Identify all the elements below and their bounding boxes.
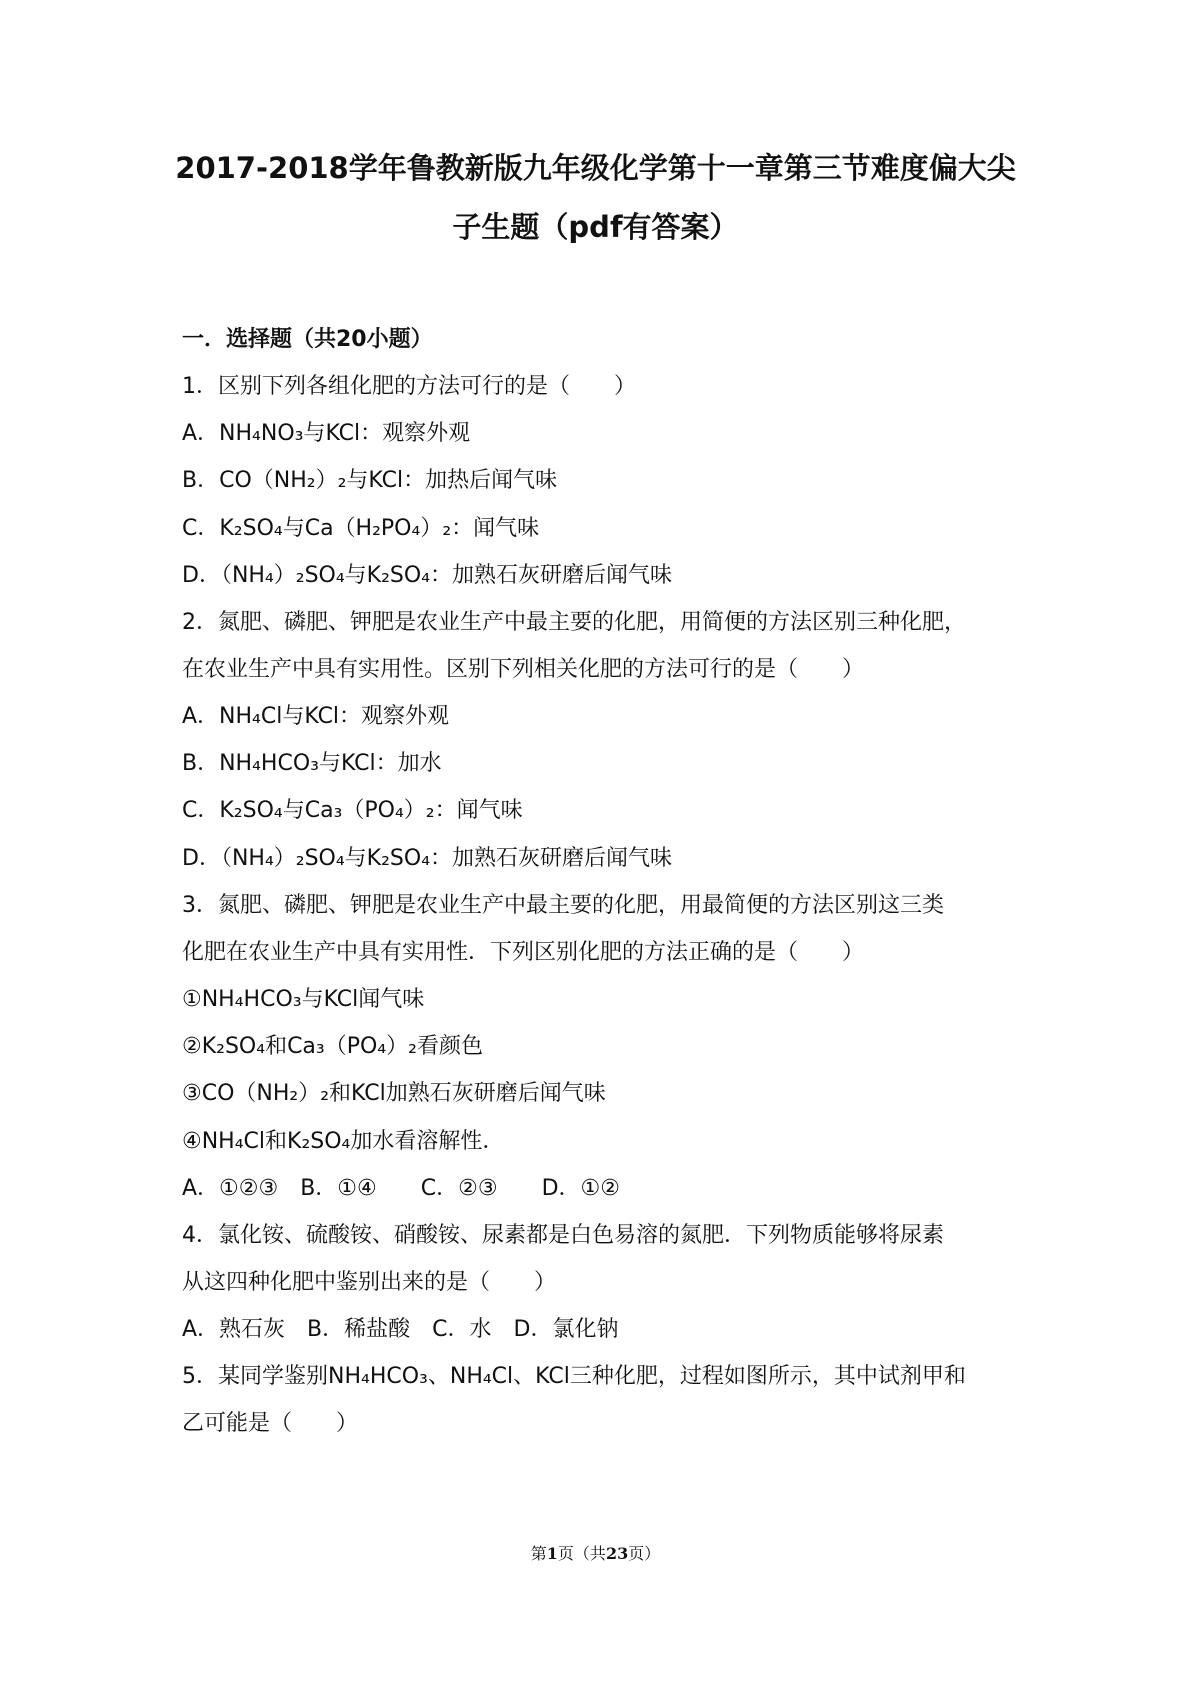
question-3-item-2: ②K₂SO₄和Ca₃（PO₄）₂看颜色 bbox=[182, 1034, 483, 1059]
question-4-stem-cont: 从这四种化肥中鉴别出来的是（ ） bbox=[182, 1270, 557, 1295]
question-4-options: A．熟石灰 B．稀盐酸 C．水 D．氯化钠 bbox=[182, 1317, 619, 1342]
question-3-stem: 3．氮肥、磷肥、钾肥是农业生产中最主要的化肥，用最简便的方法区别这三类 bbox=[182, 893, 944, 918]
footer-suffix: 页） bbox=[628, 1544, 661, 1563]
question-2-stem: 2．氮肥、磷肥、钾肥是农业生产中最主要的化肥，用简便的方法区别三种化肥， bbox=[182, 610, 966, 635]
page-footer bbox=[0, 1541, 1191, 1564]
question-5-stem-cont: 乙可能是（ ） bbox=[182, 1411, 359, 1436]
question-1-option-d: D．（NH₄）₂SO₄与K₂SO₄：加熟石灰研磨后闻气味 bbox=[182, 563, 673, 588]
question-2-option-a: A．NH₄Cl与KCl：观察外观 bbox=[182, 704, 450, 729]
section-heading: 一．选择题（共20小题） bbox=[182, 327, 433, 352]
question-4-stem: 4．氯化铵、硫酸铵、硝酸铵、尿素都是白色易溶的氮肥．下列物质能够将尿素 bbox=[182, 1223, 944, 1248]
footer-page-number: 1 bbox=[546, 1544, 558, 1563]
footer-mid: 页（共 bbox=[557, 1544, 606, 1563]
question-1-option-a: A．NH₄NO₃与KCl：观察外观 bbox=[182, 421, 471, 446]
question-3-item-4: ④NH₄Cl和K₂SO₄加水看溶解性． bbox=[182, 1129, 505, 1154]
question-1-option-b: B．CO（NH₂）₂与KCl：加热后闻气味 bbox=[182, 468, 558, 493]
document-title-line-1: 2017-2018学年鲁教新版九年级化学第十一章第三节难度偏大尖 bbox=[175, 151, 1016, 185]
question-5-stem: 5．某同学鉴别NH₄HCO₃、NH₄Cl、KCl三种化肥，过程如图所示，其中试剂甲和 bbox=[182, 1364, 966, 1389]
question-1-stem: 1．区别下列各组化肥的方法可行的是（ ） bbox=[182, 374, 636, 399]
question-1-option-c: C．K₂SO₄与Ca（H₂PO₄）₂：闻气味 bbox=[182, 516, 540, 541]
question-2-option-c: C．K₂SO₄与Ca₃（PO₄）₂：闻气味 bbox=[182, 798, 523, 823]
footer-prefix: 第 bbox=[530, 1544, 547, 1563]
question-3-stem-cont: 化肥在农业生产中具有实用性．下列区别化肥的方法正确的是（ ） bbox=[182, 940, 865, 965]
footer-total-pages: 23 bbox=[605, 1544, 629, 1563]
question-3-item-1: ①NH₄HCO₃与KCl闻气味 bbox=[182, 987, 425, 1012]
question-3-options: A．①②③ B．①④ C．②③ D．①② bbox=[182, 1176, 620, 1201]
question-2-option-d: D．（NH₄）₂SO₄与K₂SO₄：加熟石灰研磨后闻气味 bbox=[182, 846, 673, 871]
question-3-item-3: ③CO（NH₂）₂和KCl加熟石灰研磨后闻气味 bbox=[182, 1081, 606, 1106]
question-2-stem-cont: 在农业生产中具有实用性。区别下列相关化肥的方法可行的是（ ） bbox=[182, 657, 865, 682]
question-2-option-b: B．NH₄HCO₃与KCl：加水 bbox=[182, 751, 442, 776]
document-title-line-2: 子生题（pdf有答案） bbox=[452, 210, 739, 244]
